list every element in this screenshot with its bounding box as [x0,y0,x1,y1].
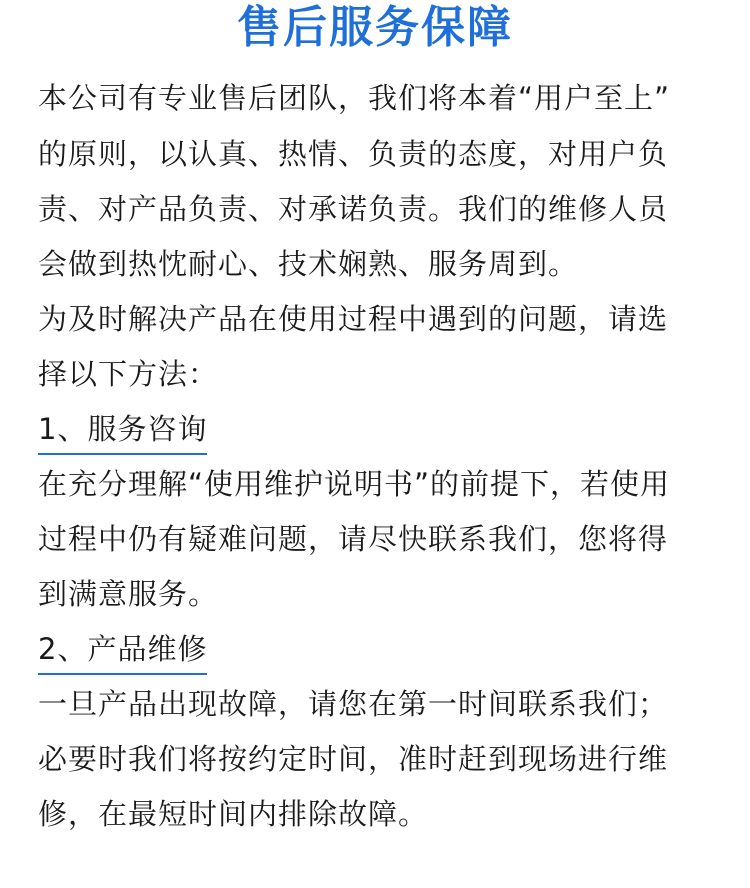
section-line: 在充分理解“使用维护说明书”的前提下，若使用 [38,467,671,501]
intro-line: 择以下方法： [38,357,219,391]
section-line: 到满意服务。 [38,577,219,611]
section-line: 必要时我们将按约定时间，准时赶到现场进行维 [38,742,669,776]
intro-line: 会做到热忱耐心、技术娴熟、服务周到。 [38,247,579,281]
section-heading-service-consult: 1、服务咨询 [38,409,207,455]
section-line: 修，在最短时间内排除故障。 [38,797,429,831]
intro-line: 本公司有专业售后团队，我们将本着“用户至上” [38,81,671,115]
intro-line: 责、对产品负责、对承诺负责。我们的维修人员 [38,192,669,226]
intro-line: 的原则，以认真、热情、负责的态度，对用户负 [38,137,669,171]
section-heading-product-repair: 2、产品维修 [38,629,207,675]
section-line: 过程中仍有疑难问题，请尽快联系我们，您将得 [38,522,669,556]
intro-line: 为及时解决产品在使用过程中遇到的问题，请选 [38,302,669,336]
section-line: 一旦产品出现故障，请您在第一时间联系我们； [38,687,669,721]
page-title: 售后服务保障 [237,2,513,53]
